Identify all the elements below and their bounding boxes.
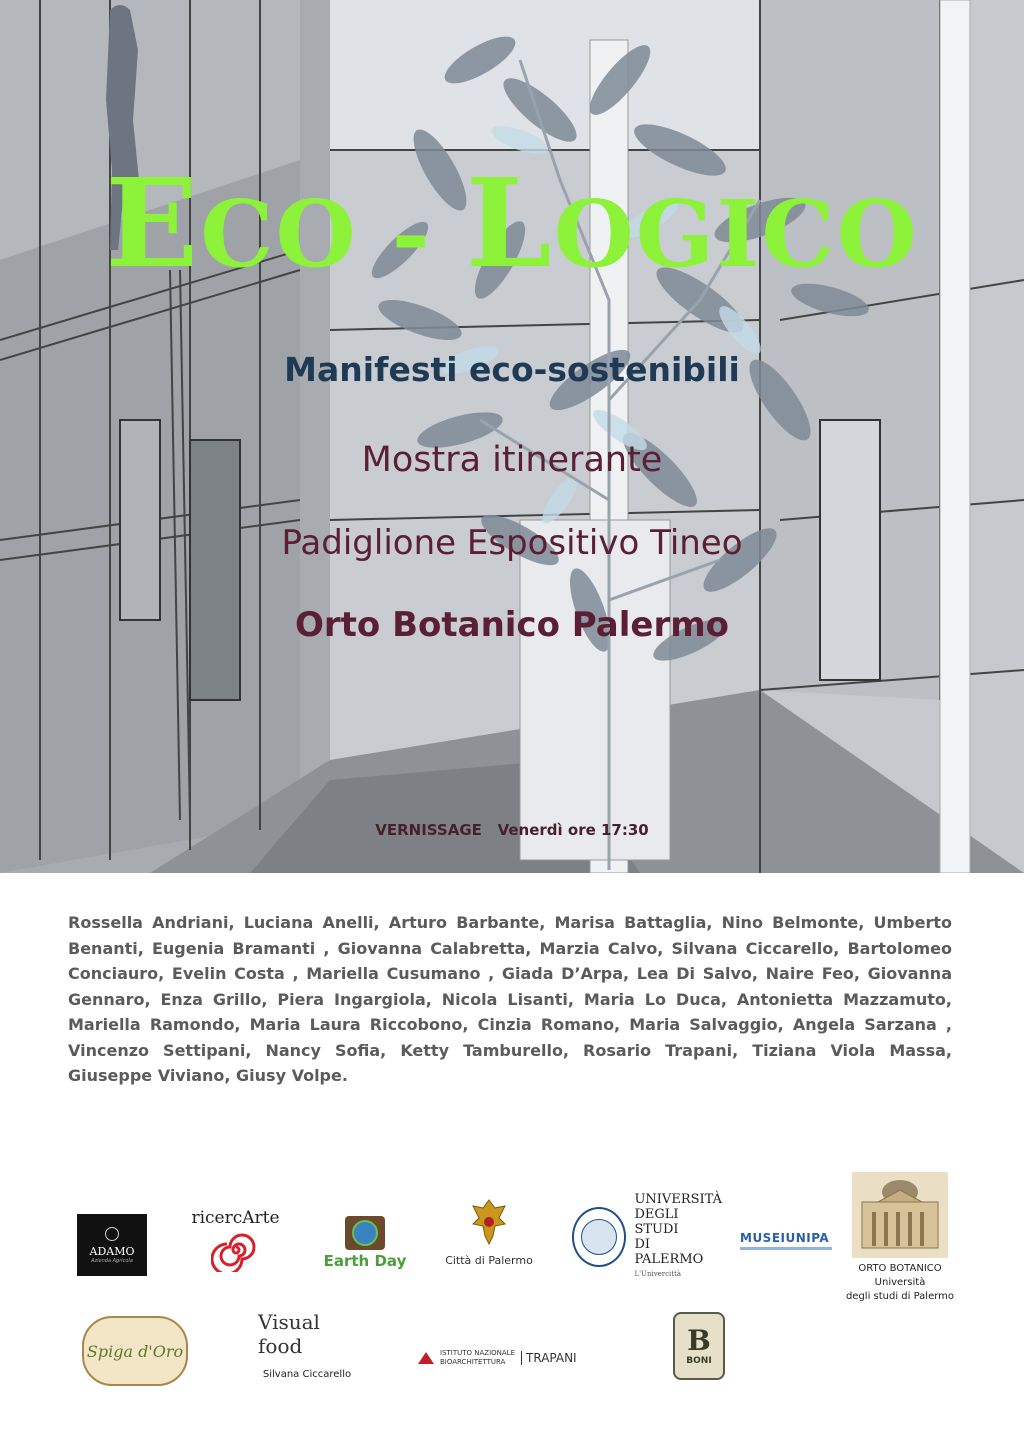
orto-caption-line-2: Università <box>874 1277 926 1288</box>
spiga-doro-logo <box>82 1316 188 1386</box>
adamo-emblem-icon <box>105 1227 119 1241</box>
earthday-name: Earth Day <box>323 1252 407 1270</box>
unipa-tagline: L'Univercittà <box>634 1270 682 1278</box>
title-part-eco: CO - <box>200 180 466 288</box>
title-initial-l: L <box>465 151 554 295</box>
venue-name: Orto Botanico Palermo <box>294 605 729 645</box>
artist-list: Rossella Andriani, Luciana Anelli, Arturo Barbante, Marisa Battaglia, Nino Belmonte, Umberto Benanti, Eugenia Bramanti , Giovanna Calabretta, Marzia Calvo, Silvana Ciccarello, Bartolomeo Conciauro, Evelin Costa , Mariella Cusumano , Giada D’Arpa, Lea Di Salvo, Naire Feo, Giovanna Gennaro, Enza Grillo, Piera Ingargiola, Nicola Lisanti, Maria Lo Duca, Antonietta Mazzamuto, Mariella Ramondo, Maria Laura Riccobono, Cinzia Romano, Maria Salvaggio, Angela Sarzana , Vincenzo Settipani, Nancy Sofia, Ketty Tamburello, Rosario Trapani, Tiziana Viola Massa, Giuseppe Viviano, Giusy Volpe. <box>68 913 952 1085</box>
title-initial-e: E <box>105 151 201 295</box>
unipa-line-1: UNIVERSITÀ <box>634 1192 722 1207</box>
adamo-name: ADAMO <box>89 1244 135 1258</box>
unipa-line-2: DEGLI STUDI <box>634 1207 679 1237</box>
orto-caption-line-3: degli studi di Palermo <box>845 1291 955 1302</box>
eagle-crest-icon <box>469 1196 509 1250</box>
orto-botanico-logo <box>852 1172 948 1258</box>
visualfood-name: Visual food <box>258 1310 320 1358</box>
ricercarte-logo <box>178 1208 293 1276</box>
citta-palermo-logo <box>440 1186 538 1276</box>
pavilion-name: Padiglione Espositivo Tineo <box>281 523 743 563</box>
adamo-logo <box>77 1214 147 1276</box>
adamo-subtitle: Azienda Agricola <box>91 1257 133 1264</box>
exhibition-type: Mostra itinerante <box>361 440 663 480</box>
visualfood-logo <box>258 1310 358 1358</box>
museunipa-logo <box>740 1222 836 1258</box>
unipa-logo <box>572 1192 722 1278</box>
earth-globe-icon <box>345 1216 385 1250</box>
earthday-logo <box>322 1204 408 1282</box>
inbar-trapani: TRAPANI <box>521 1351 577 1365</box>
boni-logo <box>673 1312 725 1380</box>
poster-title <box>0 151 1024 295</box>
inbar-line-2: BIOARCHITETTURA <box>440 1358 506 1366</box>
visualfood-caption: Silvana Ciccarello <box>262 1369 352 1380</box>
orto-caption-line-1: ORTO BOTANICO <box>858 1263 942 1274</box>
ricercarte-name: ricercArte <box>191 1208 280 1228</box>
orto-botanico-building-icon <box>852 1172 948 1258</box>
spiga-doro-name: Spiga d'Oro <box>86 1341 184 1361</box>
spiral-icon <box>211 1228 261 1272</box>
boni-b-icon: B <box>687 1324 711 1357</box>
boni-name: BONI <box>686 1356 712 1366</box>
museunipa-name: MUSEIUNIPA <box>740 1230 830 1245</box>
vernissage-time: VERNISSAGE Venerdì ore 17:30 <box>375 821 649 839</box>
citta-palermo-name: Città di Palermo <box>445 1253 533 1267</box>
inbar-triangle-icon <box>418 1352 434 1364</box>
museunipa-underline <box>740 1247 832 1250</box>
unipa-seal-icon <box>572 1207 626 1267</box>
inbar-line-1: ISTITUTO NAZIONALE <box>440 1349 516 1357</box>
unipa-line-3: DI PALERMO <box>634 1237 704 1267</box>
title-part-logico: OGICO <box>553 180 919 288</box>
inbar-logo <box>418 1340 608 1376</box>
orto-botanico-caption <box>830 1262 970 1304</box>
poster-subtitle: Manifesti eco-sostenibili <box>284 350 740 389</box>
